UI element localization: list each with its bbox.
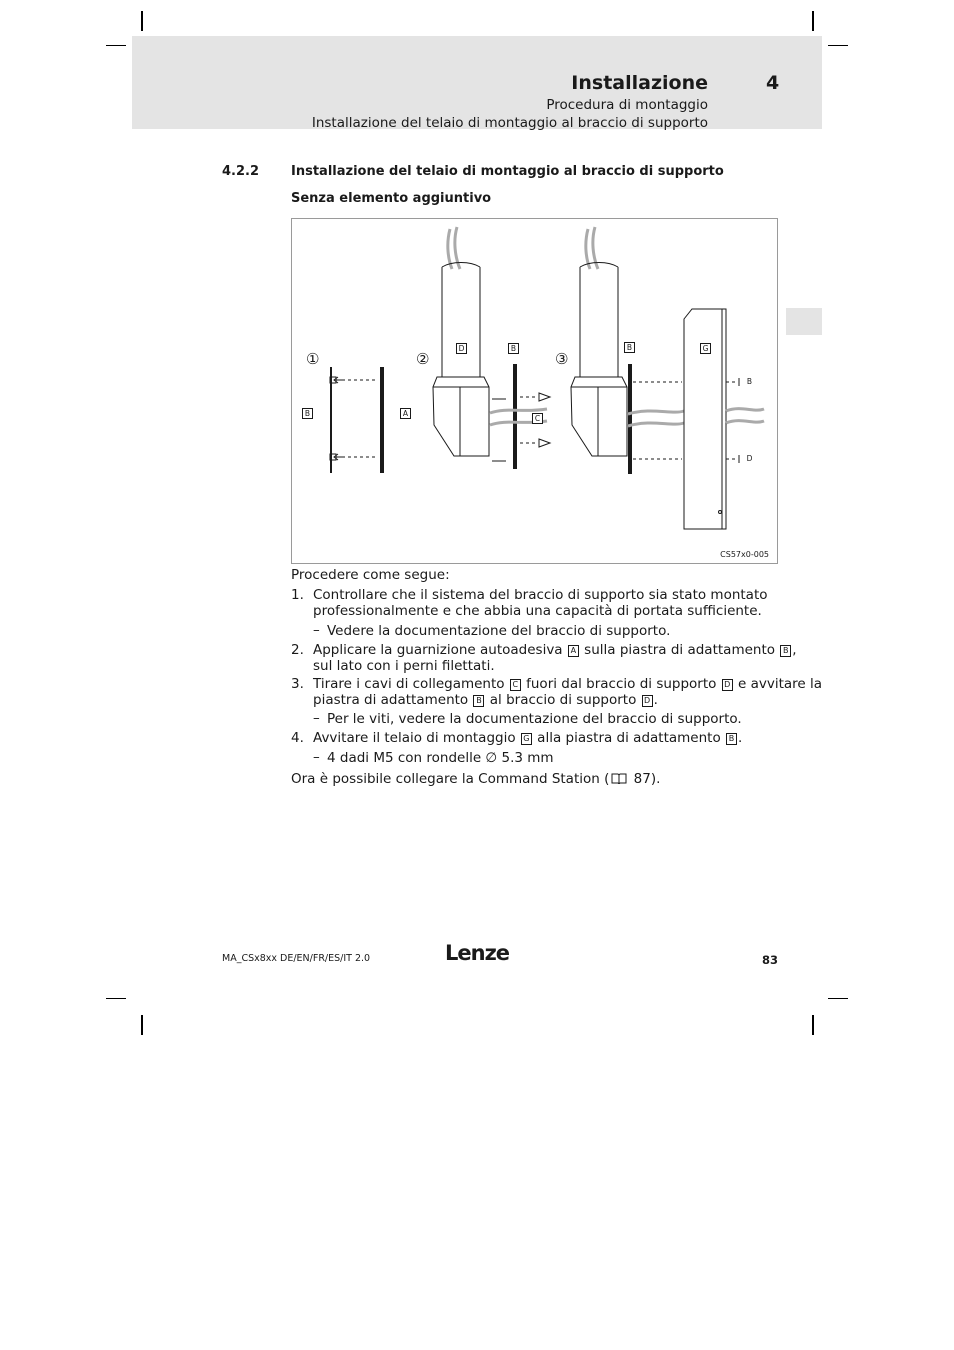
step4-line1: Avvitare il telaio di montaggio G alla piastra di adattamento B . [313, 730, 743, 746]
header-subtitle-2: Installazione del telaio di montaggio al braccio di supporto [311, 115, 708, 131]
key-c: C [510, 679, 521, 691]
intro-text: Procedere come segue: [291, 567, 450, 583]
label-b: B [746, 377, 753, 386]
step-number: 1. [291, 587, 304, 603]
key-d: D [722, 679, 733, 691]
crop-mark [141, 11, 143, 31]
key-d: D [642, 695, 653, 707]
chapter-number: 4 [766, 72, 780, 94]
chapter-tab [786, 308, 822, 335]
step3-line1: Tirare i cavi di collegamento C fuori dal braccio di supporto D e avvitare la [313, 676, 823, 692]
crop-mark [106, 45, 126, 46]
crop-mark [828, 998, 848, 999]
crop-mark [828, 45, 848, 46]
section-title: Installazione del telaio di montaggio al braccio di supporto [291, 164, 724, 179]
label-b: B [624, 342, 635, 353]
key-b: B [726, 733, 737, 745]
step3-line2: piastra di adattamento B al braccio di supporto D . [313, 692, 658, 708]
outro-text: Ora è possibile collegare la Command Station ( 87). [291, 771, 661, 787]
document-id: MA_CSx8xx DE/EN/FR/ES/IT 2.0 [222, 953, 371, 964]
step-marker-3: ③ [555, 350, 569, 368]
step-marker-1: ① [306, 350, 320, 368]
label-d: D [456, 343, 467, 354]
crop-mark [106, 998, 126, 999]
step2-line2: sul lato con i perni filettati. [313, 658, 495, 674]
label-b: B [508, 343, 519, 354]
header-title: Installazione [571, 72, 708, 94]
book-icon[interactable] [611, 772, 627, 788]
step2-line1: Applicare la guarnizione autoadesiva A sulla piastra di adattamento B , [313, 642, 797, 658]
installation-figure [291, 218, 778, 564]
step1-note: Vedere la documentazione del braccio di supporto. [327, 623, 671, 639]
installation-drawing [292, 219, 779, 565]
step3-note: Per le viti, vedere la documentazione del braccio di supporto. [327, 711, 742, 727]
key-g: G [521, 733, 532, 745]
subheading: Senza elemento aggiuntivo [291, 191, 492, 206]
step4-note: 4 dadi M5 con rondelle ∅ 5.3 mm [327, 750, 554, 766]
label-c: C [532, 413, 543, 424]
section-number: 4.2.2 [222, 164, 260, 179]
label-d: D [746, 454, 753, 463]
label-g: G [700, 343, 711, 354]
dash-bullet: – [313, 710, 320, 726]
crop-mark [812, 1015, 814, 1035]
key-b: B [473, 695, 484, 707]
dash-bullet: – [313, 622, 320, 638]
step1-line2: professionalmente e che abbia una capacità di portata sufficiente. [313, 603, 762, 619]
label-b: B [302, 408, 313, 419]
step-number: 2. [291, 642, 304, 658]
key-a: A [568, 645, 579, 657]
label-a: A [400, 408, 411, 419]
crop-mark [141, 1015, 143, 1035]
crop-mark [812, 11, 814, 31]
step1-line1: Controllare che il sistema del braccio di supporto sia stato montato [313, 587, 768, 603]
header-subtitle-1: Procedura di montaggio [546, 97, 708, 113]
lenze-logo: Lenze [445, 941, 510, 965]
dash-bullet: – [313, 749, 320, 765]
figure-code: CS57x0-005 [720, 550, 769, 559]
step-number: 4. [291, 730, 304, 746]
step-marker-2: ② [416, 350, 430, 368]
key-b: B [780, 645, 791, 657]
step-number: 3. [291, 676, 304, 692]
page-number: 83 [762, 953, 779, 967]
